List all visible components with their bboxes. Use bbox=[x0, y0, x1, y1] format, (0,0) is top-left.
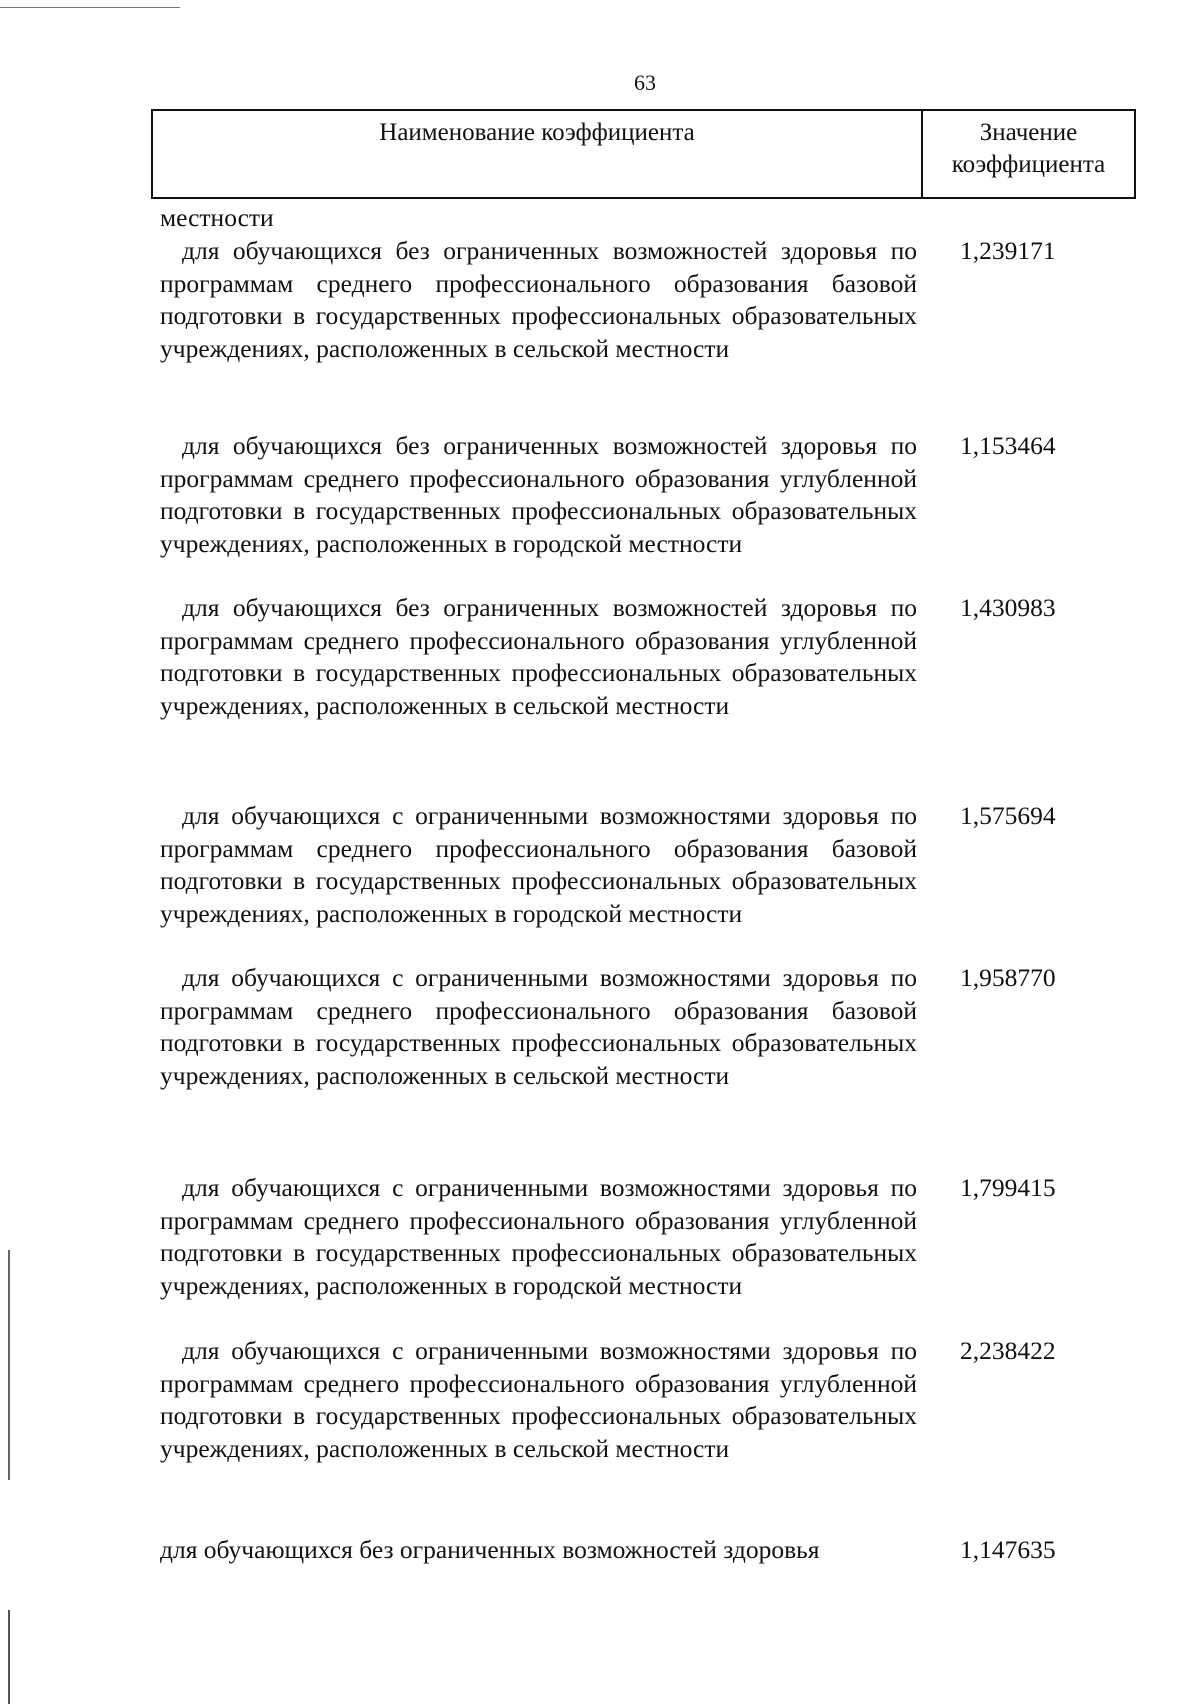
page-number: 63 bbox=[634, 70, 656, 95]
coefficient-value: 1,147635 bbox=[960, 1535, 1056, 1564]
coefficient-description: для обучающихся с ограниченными возможностями здоровья по программам среднего профессионального образования углубленной подготовки в государственных профессиональных образовательных учреждениях, расположенных в сельской местности bbox=[160, 1336, 917, 1463]
coefficient-value: 1,239171 bbox=[960, 236, 1056, 265]
coefficient-description: для обучающихся с ограниченными возможностями здоровья по программам среднего профессионального образования базовой подготовки в государственных профессиональных образовательных учреждениях, расположенных в сельской местности bbox=[160, 963, 917, 1090]
coefficient-description: для обучающихся без ограниченных возможностей здоровья bbox=[160, 1535, 820, 1564]
coefficient-value: 1,153464 bbox=[960, 431, 1056, 460]
header-value-column bbox=[923, 111, 1134, 197]
scan-artifact-line bbox=[0, 7, 180, 8]
coefficient-value: 1,958770 bbox=[960, 963, 1056, 992]
scan-artifact-margin-line bbox=[8, 1610, 10, 1704]
coefficient-value: 2,238422 bbox=[960, 1336, 1056, 1365]
header-name-column: Наименование коэффициента bbox=[153, 111, 923, 197]
coefficient-value: 1,575694 bbox=[960, 801, 1056, 830]
coefficient-description: для обучающихся без ограниченных возможностей здоровья по программам среднего профессионального образования углубленной подготовки в государственных профессиональных образовательных учреждениях, расположенных в сельской местности bbox=[160, 593, 917, 720]
header-value-line1: Значение bbox=[979, 119, 1078, 146]
coefficient-description: для обучающихся с ограниченными возможностями здоровья по программам среднего профессионального образования углубленной подготовки в государственных профессиональных образовательных учреждениях, расположенных в городской местности bbox=[160, 1173, 917, 1300]
scan-artifact-margin-line bbox=[8, 1250, 10, 1480]
continuation-text: местности bbox=[160, 203, 274, 232]
header-value-line2: коэффициента bbox=[951, 151, 1106, 178]
coefficient-value: 1,430983 bbox=[960, 593, 1056, 622]
coefficient-description: для обучающихся с ограниченными возможностями здоровья по программам среднего профессионального образования базовой подготовки в государственных профессиональных образовательных учреждениях, расположенных в городской местности bbox=[160, 801, 917, 928]
coefficient-value: 1,799415 bbox=[960, 1173, 1056, 1202]
table-header bbox=[151, 109, 1136, 199]
coefficient-description: для обучающихся без ограниченных возможностей здоровья по программам среднего профессионального образования углубленной подготовки в государственных профессиональных образовательных учреждениях, расположенных в городской местности bbox=[160, 431, 917, 558]
coefficient-description: для обучающихся без ограниченных возможностей здоровья по программам среднего профессионального образования базовой подготовки в государственных профессиональных образовательных учреждениях, расположенных в сельской местности bbox=[160, 236, 917, 363]
